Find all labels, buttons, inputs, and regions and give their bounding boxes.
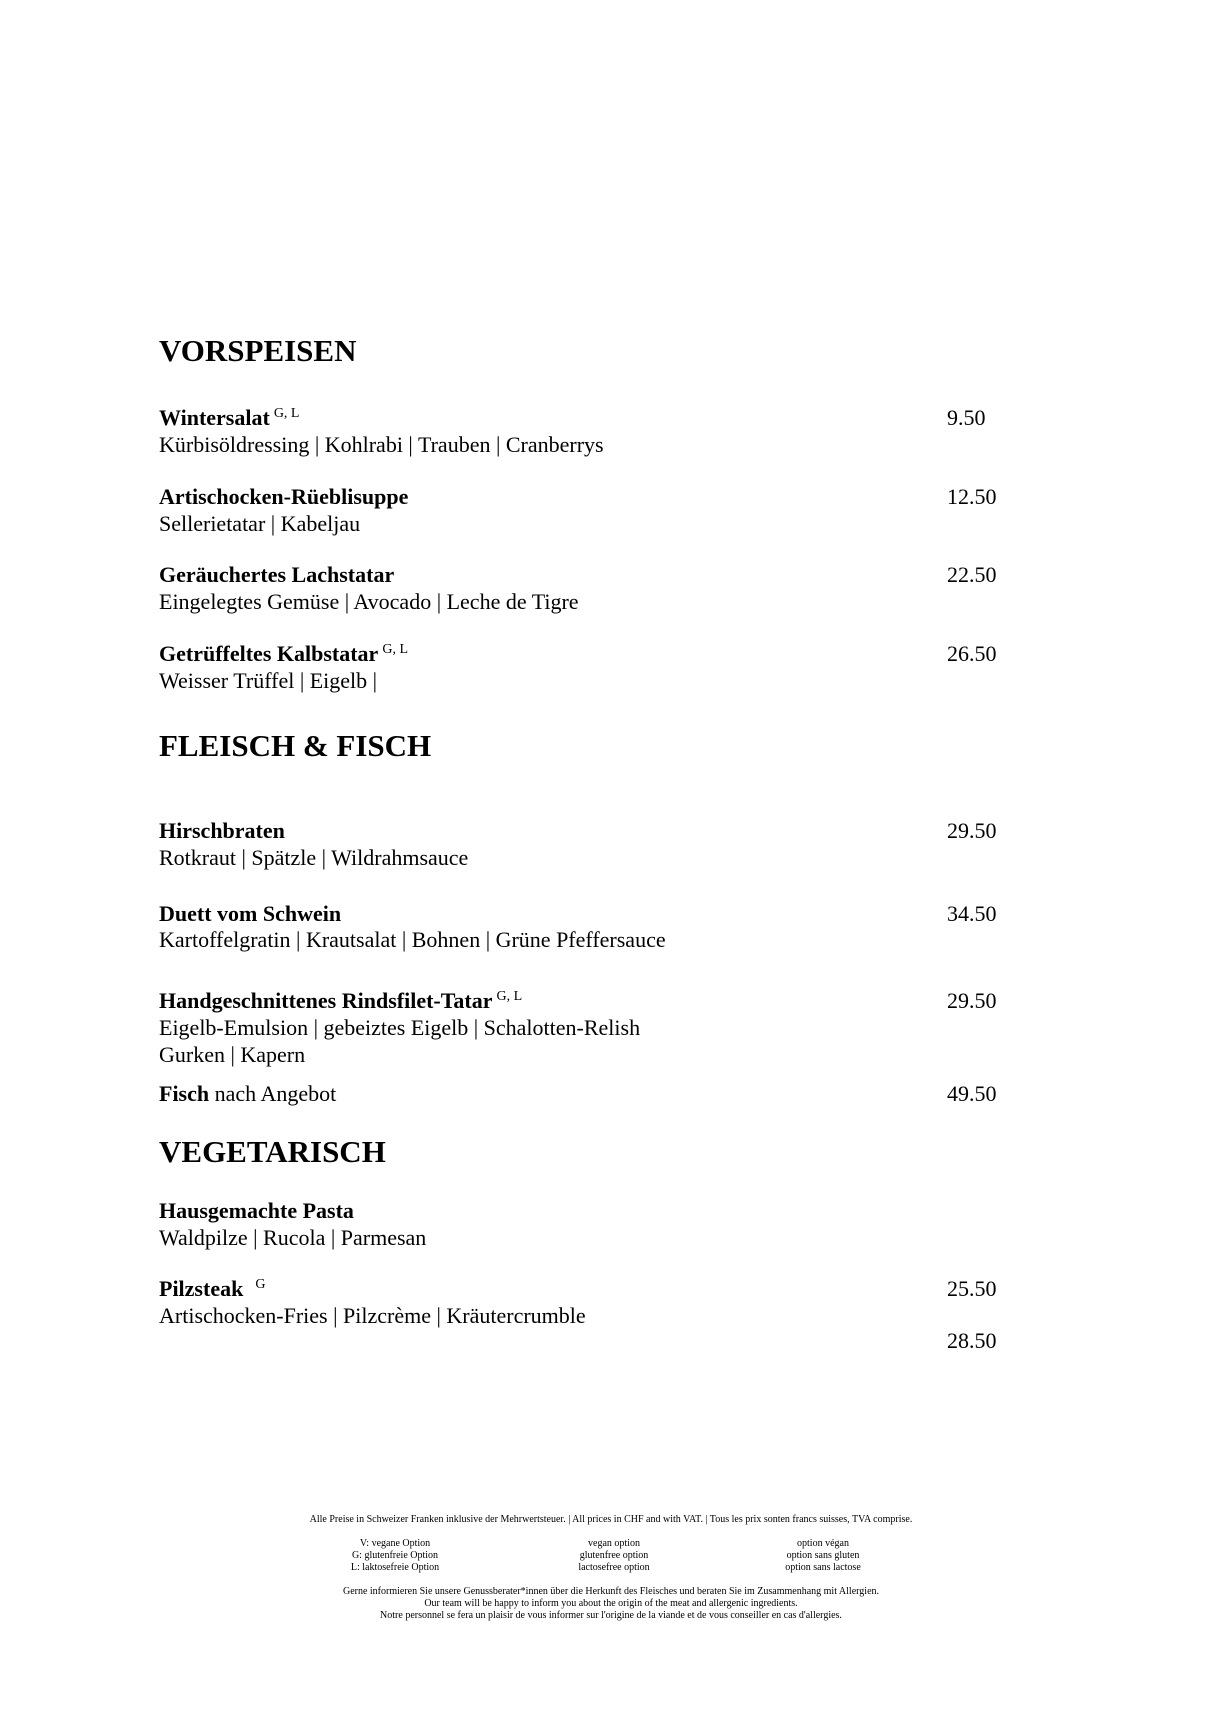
dish-description-line2: Gurken | Kapern	[159, 1042, 306, 1067]
section-title-vegetarisch: VEGETARISCH	[159, 1134, 386, 1169]
legend-line: L: laktosefreie Option	[350, 1562, 440, 1573]
dish-description: Kürbisöldressing | Kohlrabi | Trauben | Cranberrys	[159, 432, 604, 457]
dish-tags: G, L	[496, 989, 523, 1004]
footer-info-german: Gerne informieren Sie unsere Genussberater*innen über die Herkunft des Fleisches und beraten Sie im Zusammenhang mit Allergien.	[342, 1586, 880, 1597]
dish-tags: G, L	[273, 406, 300, 421]
dish-artischocken-rueeblisuppe	[159, 484, 408, 510]
dish-price: 29.50	[947, 818, 997, 843]
dish-price: 26.50	[947, 641, 997, 666]
dish-description: Waldpilze | Rucola | Parmesan	[159, 1225, 427, 1250]
legend-line: vegan option	[588, 1538, 640, 1549]
legend-english	[549, 1538, 679, 1574]
section-title-vorspeisen: VORSPEISEN	[159, 333, 357, 368]
dish-tags: G, L	[382, 642, 408, 657]
legend-line: V: vegane Option	[359, 1538, 431, 1549]
dish-price: 9.50	[947, 405, 986, 430]
dish-description: Artischocken-Fries | Pilzcrème | Kräutercrumble	[159, 1303, 586, 1328]
legend-german	[330, 1538, 460, 1574]
dish-duett-vom-schwein	[159, 901, 341, 927]
dish-name: Fisch	[159, 1081, 210, 1106]
dish-hausgemachte-pasta	[159, 1198, 354, 1224]
footer-info-french: Notre personnel se fera un plaisir de vous informer sur l'origine de la viande et de vous conseiller en cas d'allergies.	[380, 1610, 842, 1621]
dish-description: Sellerietatar | Kabeljau	[159, 511, 361, 536]
dish-name: Getrüffeltes Kalbstatar	[159, 641, 379, 666]
dish-kalbstatar	[159, 641, 408, 667]
dish-price-secondary: 28.50	[947, 1328, 997, 1353]
dish-name: Hausgemachte Pasta	[159, 1198, 354, 1223]
dish-price: 22.50	[947, 562, 997, 587]
dish-price: 25.50	[947, 1276, 997, 1301]
section-title-fleisch-fisch: FLEISCH & FISCH	[159, 728, 432, 763]
dish-tags: G	[255, 1277, 266, 1292]
legend-line: option sans lactose	[785, 1562, 861, 1573]
dish-description: Weisser Trüffel | Eigelb |	[159, 668, 378, 693]
dish-name: Duett vom Schwein	[159, 901, 342, 926]
dish-price: 34.50	[947, 901, 997, 926]
dish-description: Kartoffelgratin | Krautsalat | Bohnen | Grüne Pfeffersauce	[159, 927, 666, 952]
legend-line: option sans gluten	[786, 1550, 860, 1561]
dish-lachstatar	[159, 562, 394, 588]
dish-name: Pilzsteak	[159, 1276, 244, 1301]
dish-name: Wintersalat	[159, 405, 270, 430]
dish-name: Handgeschnittenes Rindsfilet-Tatar	[159, 988, 493, 1013]
dish-name: Hirschbraten	[159, 818, 285, 843]
dish-wintersalat	[159, 405, 299, 431]
footer-prices-note: Alle Preise in Schweizer Franken inklusive der Mehrwertsteuer. | All prices in CHF and with VAT. | Tous les prix sonten francs suisses, TVA comprise.	[309, 1514, 913, 1525]
dish-description: Rotkraut | Spätzle | Wildrahmsauce	[159, 845, 469, 870]
legend-french	[758, 1538, 888, 1574]
dish-description: Eigelb-Emulsion | gebeiztes Eigelb | Schalotten-Relish	[159, 1015, 641, 1040]
dish-name: Geräuchertes Lachstatar	[159, 562, 395, 587]
dish-price: 29.50	[947, 988, 997, 1013]
dish-rindsfilet-tatar	[159, 988, 522, 1014]
legend-line: glutenfree option	[579, 1550, 649, 1561]
dish-fisch	[159, 1081, 336, 1107]
dish-name: Artischocken-Rüeblisuppe	[159, 484, 409, 509]
legend-line: option végan	[797, 1538, 849, 1549]
dish-name-suffix: nach Angebot	[214, 1081, 337, 1106]
legend-line: lactosefree option	[578, 1562, 650, 1573]
dish-pilzsteak	[159, 1276, 265, 1302]
dish-description: Eingelegtes Gemüse | Avocado | Leche de Tigre	[159, 589, 579, 614]
dish-hirschbraten	[159, 818, 285, 844]
dish-price: 49.50	[947, 1081, 997, 1106]
footer-info-english: Our team will be happy to inform you about the origin of the meat and allergenic ingredients.	[424, 1598, 798, 1609]
dish-price: 12.50	[947, 484, 997, 509]
legend-line: G: glutenfreie Option	[351, 1550, 439, 1561]
